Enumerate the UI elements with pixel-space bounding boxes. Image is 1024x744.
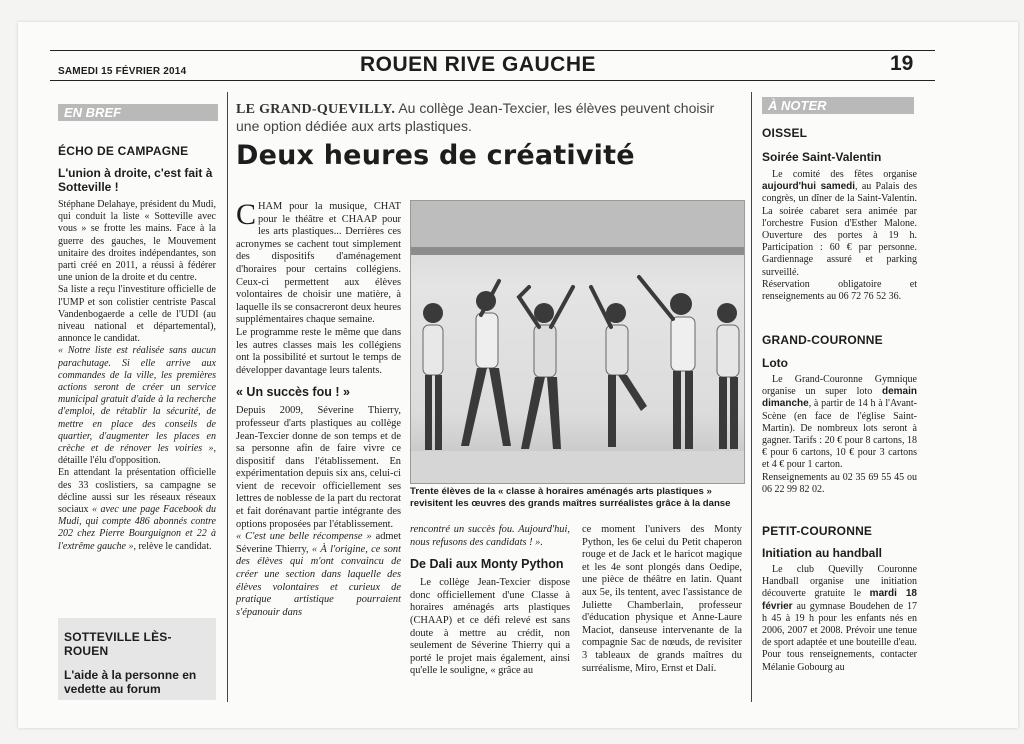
dancer-leg-6a — [719, 377, 727, 449]
petit-couronne-place: PETIT-COURONNE — [762, 524, 873, 538]
article-kicker — [236, 100, 741, 135]
dancer-body-6 — [717, 325, 739, 377]
left-p3-rest: , détaille l'élu d'opposition. — [58, 443, 216, 467]
article-headline: Deux heures de créativité — [236, 140, 635, 171]
center-c4-p: ce moment l'univers des Monty Python, les 6e celui du Petit chaperon rouge et de Jack et le haricot magique et les 4e sont plongés dans Oedipe, une pièce de théâtre en latin. Quant aux 5e, ils tentent, avec l'assistance de Juliette Chamberlain, professeur d'éducation physique et Anne-Laure Maciot, danseuse intervenante de la compagnie Sac de nœuds, de revisiter 3 tableaux de grands maîtres du surréalisme, Miro, Ernst et Dalí. — [582, 524, 742, 674]
a-noter-banner: À NOTER — [762, 97, 914, 114]
column-rule-right — [751, 92, 752, 702]
loto-p1-b: , à partir de 14 h à l'Avant-Scène (en face de l'église Saint-Martin). De nombreux lots seront à gagner. Tarifs : 20 € pour 8 cartons, 18 € pour 6 cartons, 10 € pour 3 cartons et 4 € pour 1 carton. — [762, 398, 917, 471]
handball-p1 — [762, 564, 917, 649]
handball-p1-b: au gymnase Boudehen de 17 h 45 à 19 h pour les enfants nés en 2006, 2007 et 2008. Prévoir une tenue de sport adaptée et une bouteille d'eau. — [762, 600, 917, 649]
column-rule-left — [227, 92, 228, 702]
handball-body — [762, 564, 917, 674]
subhead-succes: « Un succès fou ! » — [236, 385, 350, 400]
loto-title: Loto — [762, 356, 788, 370]
center-p1 — [236, 201, 401, 327]
box-title: L'aide à la personne en vedette au forum — [64, 668, 197, 696]
left-p1: Stéphane Delahaye, président du Mudi, qui conduit la liste « Sotteville avec vous » se frotte les mains. Face à la guerre des gauches, le Mouvement unitaire des droites indépendantes, son parti créé en 2011, a réussi à fédérer une union de la droite et du centre. — [58, 199, 216, 284]
page-number: 19 — [890, 52, 914, 75]
dancer-body-5 — [671, 317, 695, 371]
center-p2: Le programme reste le même que dans les autres classes mais les collégiens ont la possibilité et surtout le temps de développer davantage leurs talents. — [236, 326, 401, 376]
dancer-leg-4b — [618, 375, 647, 411]
left-p4-quote: « avec une page Facebook du Mudi, qui compte 486 abonnés contre 202 chez Pierre Bourguignon et 22 à l'extrême gauche » — [58, 504, 216, 552]
oissel-p1-b: , au Palais des congrès, un dîner de la Saint-Valentin. La soirée cabaret sera animée par l'orchestre Fusion d'Esther Malone. Ouverture des portes à 19 h. Participation : 60 € par personne. Gardiennage assuré et parking surveillé. — [762, 181, 917, 278]
arm-3b — [551, 287, 573, 327]
handball-p2: Pour tous renseignements, contacter Mélanie Gobourg au — [762, 649, 917, 673]
loto-p1-a: Le Grand-Couronne Gymnique organise un super loto — [762, 374, 917, 398]
left-section-title: ÉCHO DE CAMPAGNE — [58, 144, 189, 158]
left-p4-text: En attendant la présentation officielle des 33 coslistiers, sa campagne se décline aussi sur les réseaux réseaux sociaux — [58, 467, 216, 516]
dancer-body-4 — [606, 325, 628, 375]
center-p4-quote2: « À l'origine, ce sont des élèves qui m'ont convaincu de créer une section dans laquelle des élèves volontaires et curieux de pratique artistique pourraient s'épanouir dans — [236, 543, 401, 618]
left-article-body — [58, 199, 216, 553]
center-p1-text: HAM pour la musique, CHAT pour le théâtre et CHAAP pour les arts plastiques... Derrières ces acronymes se cachent tout simplement des dispositifs d'aménagement d'horaires pour certains collégiens. Ceux-ci permettent aux élèves volontaires de choisir une matière, à laquelle ils se consacreront deux heures supplémentaires chaque semaine. — [236, 201, 401, 326]
oissel-p1 — [762, 169, 917, 279]
oissel-p1-a: Le comité des fêtes organise — [772, 169, 917, 180]
left-p3 — [58, 345, 216, 467]
left-p2: Sa liste a reçu l'investiture officielle de l'UMP et son colistier centriste Pascal Vandenbogaerde a celle de l'UDI (au niveau national et départemental), annonce le candidat. — [58, 284, 216, 345]
top-rule — [50, 50, 935, 51]
handball-p1-a: Le club Quevilly Couronne Handball organise une initiation découverte gratuite le — [762, 564, 917, 600]
dancer-leg-5a — [673, 371, 681, 449]
box-place: SOTTEVILLE LÈS-ROUEN — [64, 630, 172, 658]
grand-couronne-place: GRAND-COURONNE — [762, 333, 883, 347]
dancer-leg-1a — [425, 375, 432, 450]
kicker-place: LE GRAND-QUEVILLY. — [236, 102, 396, 117]
dancer-leg-3a — [521, 377, 545, 449]
subhead-dali: De Dali aux Monty Python — [410, 557, 564, 572]
oissel-body — [762, 169, 917, 303]
masthead: ROUEN RIVE GAUCHE — [360, 53, 597, 76]
center-p4-mid: admet Séverine Thierry, — [236, 531, 401, 555]
dancer-head-1 — [423, 303, 443, 323]
dancer-leg-1b — [435, 375, 442, 450]
photo-rail — [411, 247, 744, 255]
dancer-leg-2a — [461, 368, 487, 446]
dancer-leg-4a — [608, 375, 616, 447]
loto-p2: Renseignements au 02 35 69 55 45 ou 06 22 99 82 02. — [762, 471, 917, 495]
kicker-text: Au collège Jean-Texcier, les élèves peuvent choisir une option dédiée aux arts plastiques. — [236, 100, 715, 134]
dancer-leg-3b — [547, 377, 561, 449]
left-p4 — [58, 467, 216, 552]
dancer-silhouettes — [423, 291, 739, 450]
sotteville-box — [58, 618, 216, 700]
dancer-arms — [481, 277, 673, 327]
oissel-p1-bold: aujourd'hui samedi — [762, 181, 856, 193]
left-p3-quote: « Notre liste est réalisée sans aucun parachutage. Si elle arrive aux commandes de la ville, les premières actions seront de créer un service municipal gratuit d'aide à la recherche d'emploi, de rétablir la sécurité, de mettre en place des conseils de quartier, d'augmenter les places en crèche et de rénover les voiries » — [58, 345, 216, 455]
loto-body — [762, 374, 917, 496]
dancer-leg-2b — [489, 368, 511, 446]
center-col-4 — [582, 524, 742, 675]
photo-upper-wall — [411, 201, 744, 247]
left-article-title: L'union à droite, c'est fait à Sotteville ! — [58, 166, 213, 194]
dancer-leg-5b — [685, 371, 693, 449]
center-p4-quote: « C'est une belle récompense » — [236, 531, 372, 543]
center-col-3 — [410, 524, 570, 678]
dancer-body-2 — [476, 313, 498, 368]
oissel-title: Soirée Saint-Valentin — [762, 150, 882, 164]
handball-title: Initiation au handball — [762, 546, 882, 560]
dancer-body-3 — [534, 325, 556, 377]
en-bref-banner: EN BREF — [58, 104, 218, 121]
handball-p1-bold: mardi 18 février — [762, 588, 917, 612]
dancers-photo — [410, 200, 745, 484]
loto-p1 — [762, 374, 917, 472]
center-col-1 — [236, 201, 401, 619]
center-p3: Depuis 2009, Séverine Thierry, professeur d'arts plastiques au collège Jean-Texcier donne de son temps et de sa personne afin de faire vivre ce dispositif dans l'établissement. En expérimentation depuis six ans, celui-ci vient de recevoir officiellement ses lettres de noblesse de la part du rectorat et fait dorénavant partie intégrante des options proposées par l'établissement. — [236, 405, 401, 530]
dropcap: C — [236, 201, 257, 231]
arm-5 — [639, 277, 673, 319]
photo-floor — [411, 451, 744, 483]
dancer-head-6 — [717, 303, 737, 323]
dancers-illustration — [411, 201, 744, 483]
center-c3-p: Le collège Jean-Texcier dispose donc officiellement d'une Classe à horaires aménagés arts plastiques (CHAAP) et ce défi relevé est sans doute à mettre au crédit, non seulement de Séverine Thierry qui a porté le projet mais également, ainsi qu'elle le souligne, « grâce au — [410, 577, 570, 677]
oissel-place: OISSEL — [762, 126, 808, 140]
center-p4 — [236, 531, 401, 619]
loto-p1-bold: demain dimanche — [762, 386, 917, 410]
dancer-head-3 — [534, 303, 554, 323]
dancer-head-5 — [670, 293, 692, 315]
photo-caption: Trente élèves de la « classe à horaires aménagés arts plastiques » revisitent les œuvres des grands maîtres surréalistes grâce à la danse — [410, 486, 731, 509]
dancer-body-1 — [423, 325, 443, 375]
oissel-p2: Réservation obligatoire et renseignements au 06 72 76 52 36. — [762, 278, 917, 303]
dancer-leg-6b — [730, 377, 738, 449]
center-c3-quote: rencontré un succès fou. Aujourd'hui, nous refusons des candidats ! ». — [410, 524, 570, 548]
header-rule — [50, 80, 935, 81]
left-p4-rest: , relève le candidat. — [133, 540, 212, 552]
issue-date: SAMEDI 15 FÉVRIER 2014 — [58, 66, 187, 77]
